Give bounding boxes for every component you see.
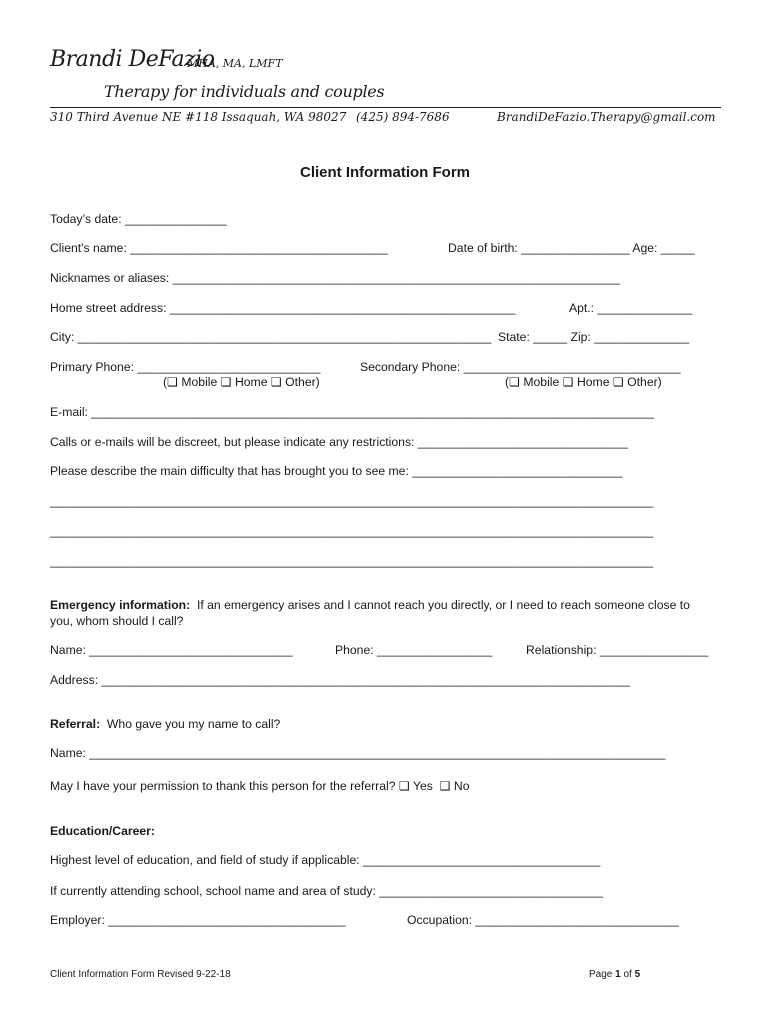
referral-permission-question[interactable]: May I have your permission to thank this person for the referral? ❑ Yes ❑ No [50, 779, 470, 793]
practice-tagline: Therapy for individuals and couples [104, 82, 385, 101]
form-title: Client Information Form [300, 164, 470, 181]
form-revision: Client Information Form Revised 9-22-18 [50, 969, 231, 980]
emergency-heading: Emergency information: [50, 598, 191, 612]
page-of-label: of [620, 969, 635, 980]
home-address-field[interactable]: Home street address: ___________________________________________________ [50, 301, 516, 315]
emergency-prompt-continued: you, whom should I call? [50, 614, 184, 628]
occupation-field[interactable]: Occupation: ______________________________ [407, 913, 679, 927]
school-field[interactable]: If currently attending school, school name and area of study: _________________________________ [50, 884, 603, 898]
total-pages: 5 [634, 969, 641, 980]
main-difficulty-line[interactable]: _________________________________________________________________________________________ [50, 524, 654, 538]
todays-date-field[interactable]: Today’s date: _______________ [50, 212, 227, 226]
employer-field[interactable]: Employer: ___________________________________ [50, 913, 346, 927]
email-field[interactable]: E-mail: ___________________________________________________________________________________ [50, 405, 654, 419]
emergency-phone-field[interactable]: Phone: _________________ [335, 643, 493, 657]
main-difficulty-line[interactable]: _________________________________________________________________________________________ [50, 494, 654, 508]
therapist-credentials: MHA, MA, LMFT [187, 57, 283, 70]
therapist-name: Brandi DeFazio [50, 47, 215, 72]
practice-phone: (425) 894-7686 [356, 110, 450, 124]
dob-age-field[interactable]: Date of birth: ________________ Age: _____ [448, 241, 695, 255]
city-field[interactable]: City: _____________________________________________________________ [50, 330, 492, 344]
referral-heading: Referral: [50, 717, 101, 731]
secondary-phone-type-options[interactable]: (❑ Mobile ❑ Home ❑ Other) [505, 375, 662, 389]
referral-prompt [50, 717, 280, 731]
practice-address: 310 Third Avenue NE #118 Issaquah, WA 98027 [50, 110, 347, 124]
page-label: Page [589, 969, 616, 980]
emergency-prompt-text: If an emergency arises and I cannot reach you directly, or I need to reach someone close to [196, 598, 690, 612]
nicknames-field[interactable]: Nicknames or aliases: __________________________________________________________________ [50, 271, 620, 285]
emergency-prompt [50, 598, 690, 612]
secondary-phone-field[interactable]: Secondary Phone: ________________________________ [360, 360, 681, 374]
emergency-name-field[interactable]: Name: ______________________________ [50, 643, 293, 657]
state-zip-field[interactable]: State: _____ Zip: ______________ [498, 330, 690, 344]
referral-name-field[interactable]: Name: _____________________________________________________________________________________ [50, 746, 666, 760]
header-divider [50, 107, 721, 108]
education-heading: Education/Career: [50, 824, 155, 838]
referral-prompt-text: Who gave you my name to call? [106, 717, 281, 731]
apt-field[interactable]: Apt.: ______________ [569, 301, 693, 315]
main-difficulty-field[interactable]: Please describe the main difficulty that has brought you to see me: _______________________________ [50, 464, 623, 478]
current-page: 1 [615, 969, 621, 980]
education-level-field[interactable]: Highest level of education, and field of study if applicable: ___________________________________ [50, 853, 601, 867]
emergency-address-field[interactable]: Address: ______________________________________________________________________________ [50, 673, 631, 687]
main-difficulty-line[interactable]: _________________________________________________________________________________________ [50, 554, 654, 568]
primary-phone-type-options[interactable]: (❑ Mobile ❑ Home ❑ Other) [163, 375, 320, 389]
primary-phone-field[interactable]: Primary Phone: ___________________________ [50, 360, 321, 374]
client-name-field[interactable]: Client's name: ______________________________________ [50, 241, 388, 255]
practice-email: BrandiDeFazio.Therapy@gmail.com [497, 110, 716, 124]
page-number [589, 969, 640, 980]
restrictions-field[interactable]: Calls or e-mails will be discreet, but please indicate any restrictions: _______________________________ [50, 435, 628, 449]
emergency-relationship-field[interactable]: Relationship: ________________ [526, 643, 709, 657]
